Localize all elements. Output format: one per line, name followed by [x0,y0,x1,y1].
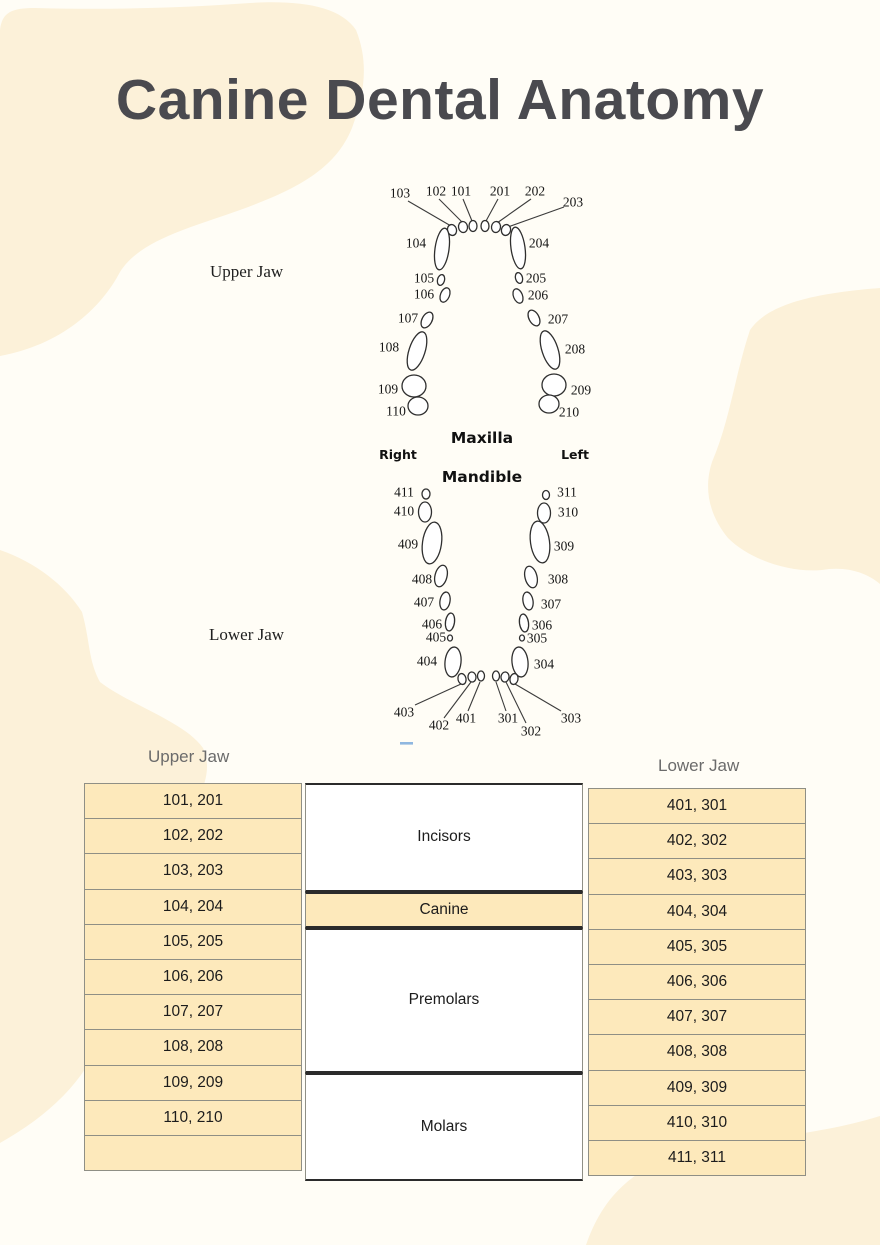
table-cell: 110, 210 [84,1100,302,1136]
table-cell: 105, 205 [84,924,302,960]
table-cell [84,1135,302,1171]
tooth-label-107: 107 [397,310,419,326]
tooth-label-311: 311 [557,484,577,500]
diagram-lower-jaw-label: Lower Jaw [209,625,285,644]
tooth-205 [514,272,524,284]
tooth-label-304: 304 [533,656,555,672]
leader-line-403 [415,684,461,705]
table-cell: 103, 203 [84,853,302,889]
blob-right [708,288,880,584]
tooth-label-201: 201 [489,183,511,199]
tooth-type-cell: Canine [305,892,583,928]
tooth-label-210: 210 [558,404,580,420]
tooth-type-cell: Incisors [305,783,583,892]
table-lower-jaw-header: Lower Jaw [658,756,740,775]
tooth-label-310: 310 [557,504,579,520]
tooth-label-405: 405 [425,629,447,645]
tooth-label-101: 101 [450,183,472,199]
underline-mark [400,742,413,745]
tooth-207 [526,308,543,328]
tooth-label-104: 104 [405,235,427,251]
tooth-310 [538,503,551,523]
leader-line-201 [486,199,498,221]
table-cell: 109, 209 [84,1065,302,1101]
tooth-label-406: 406 [421,616,443,632]
tooth-label-411: 411 [394,484,414,500]
tooth-label-105: 105 [413,270,435,286]
tooth-label-209: 209 [570,382,592,398]
tooth-label-305: 305 [526,630,548,646]
tooth-301 [493,671,500,681]
tooth-204 [508,226,528,270]
tooth-402 [467,672,476,683]
tooth-405 [448,635,453,641]
tooth-type-cell: Premolars [305,928,583,1073]
tooth-106 [438,286,452,303]
tooth-408 [433,564,450,588]
tooth-label-110: 110 [386,403,406,419]
table-cell: 403, 303 [588,858,806,894]
table-upper-jaw-header: Upper Jaw [148,747,230,766]
tooth-404 [443,646,462,678]
table-cell: 407, 307 [588,999,806,1035]
tooth-label-409: 409 [397,536,419,552]
table-cell: 102, 202 [84,818,302,854]
tooth-101 [469,221,477,232]
table-cell: 410, 310 [588,1105,806,1141]
tooth-308 [523,565,540,589]
tooth-label-306: 306 [531,617,553,633]
tooth-311 [543,491,550,500]
tooth-type-cell: Molars [305,1073,583,1182]
page-title: Canine Dental Anatomy [115,68,765,132]
tooth-label-205: 205 [525,270,547,286]
tooth-label-410: 410 [393,503,415,519]
leader-line-101 [463,199,472,221]
table-cell: 404, 304 [588,894,806,930]
tooth-104 [432,227,452,271]
tooth-label-408: 408 [411,571,433,587]
tooth-407 [439,591,452,610]
tooth-110 [408,397,428,415]
tooth-label-102: 102 [425,183,447,199]
tooth-109 [402,375,426,397]
tooth-label-108: 108 [378,339,400,355]
table-cell: 107, 207 [84,994,302,1030]
table-cell: 106, 206 [84,959,302,995]
tooth-410 [419,502,432,522]
upper-jaw-column [84,783,302,1171]
tooth-label-106: 106 [413,286,435,302]
table-cell: 409, 309 [588,1070,806,1106]
tooth-309 [528,520,553,564]
table-cell: 405, 305 [588,929,806,965]
tooth-label-207: 207 [547,311,569,327]
blob-top-left [0,2,364,356]
tooth-label-103: 103 [389,185,411,201]
tooth-108 [403,330,431,373]
table-cell: 401, 301 [588,788,806,824]
tooth-304 [510,646,529,678]
tooth-label-404: 404 [416,653,438,669]
tooth-105 [436,274,446,286]
tooth-403 [457,673,467,685]
tooth-201 [481,221,489,232]
tooth-202 [491,221,501,233]
tooth-label-309: 309 [553,538,575,554]
tooth-label-307: 307 [540,596,562,612]
tooth-label-109: 109 [377,381,399,397]
tooth-102 [458,221,468,233]
leader-line-301 [496,682,506,711]
table-cell: 406, 306 [588,964,806,1000]
tooth-label-208: 208 [564,341,586,357]
tooth-label-407: 407 [413,594,435,610]
lower-jaw-column [588,788,806,1176]
leader-line-401 [468,682,480,711]
tooth-401 [478,671,485,681]
tooth-303 [509,673,519,685]
tooth-206 [511,287,525,304]
tooth-203 [500,224,512,237]
table-cell: 101, 201 [84,783,302,819]
dental-diagram [360,175,610,755]
tooth-label-206: 206 [527,287,549,303]
tooth-107 [419,310,436,330]
tooth-label-203: 203 [562,194,584,210]
table-cell: 408, 308 [588,1034,806,1070]
table-cell: 104, 204 [84,889,302,925]
tooth-label-401: 401 [455,710,477,726]
diagram-label-maxilla: Maxilla [450,429,514,447]
tooth-label-202: 202 [524,183,546,199]
leader-line-102 [439,199,462,222]
tooth-209 [542,374,566,396]
tooth-411 [422,489,430,499]
tooth-label-302: 302 [520,723,542,739]
leader-line-303 [515,684,561,711]
diagram-label-mandible: Mandible [441,468,523,486]
tooth-label-403: 403 [393,704,415,720]
tooth-210 [539,395,559,413]
tooth-label-301: 301 [497,710,519,726]
table-cell: 108, 208 [84,1029,302,1065]
tooth-label-303: 303 [560,710,582,726]
tooth-302 [500,672,509,683]
diagram-label-left: Left [561,447,589,462]
leader-line-203 [508,207,564,227]
diagram-label-right: Right [379,447,417,462]
tooth-208 [536,329,564,372]
tooth-label-204: 204 [528,235,550,251]
diagram-upper-jaw-label: Upper Jaw [210,262,284,281]
tooth-label-402: 402 [428,717,450,733]
tooth-307 [522,591,535,610]
tooth-305 [520,635,525,641]
tooth-type-column [305,783,583,1182]
tooth-label-308: 308 [547,571,569,587]
table-cell: 402, 302 [588,823,806,859]
tooth-409 [420,521,445,565]
table-cell: 411, 311 [588,1140,806,1176]
leader-line-202 [497,199,531,223]
